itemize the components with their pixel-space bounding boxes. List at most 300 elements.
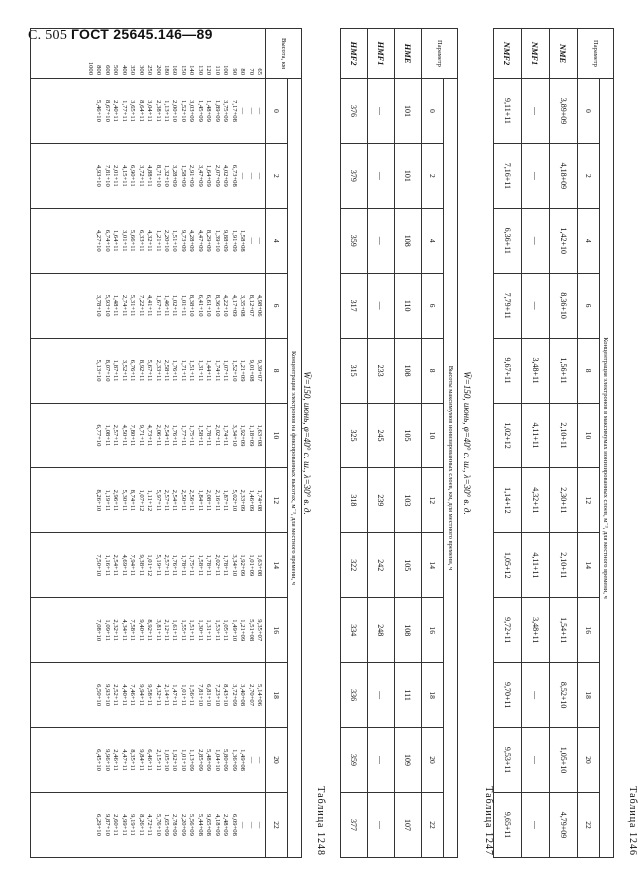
- table-cell: 2,02+11: [213, 424, 221, 447]
- table-cell: 8,92+11: [137, 359, 145, 382]
- table-cell: 1,76+11: [171, 554, 179, 577]
- table-cell: 3,89+09: [550, 79, 578, 144]
- table-cell: 6,45+10: [95, 749, 103, 771]
- table-cell: 2,12+11: [163, 619, 171, 641]
- table-cell: 1,31+11: [205, 619, 213, 641]
- table-cell: 1,74+11: [213, 359, 221, 382]
- table-cell: 317: [341, 273, 368, 338]
- table-cell: 9,38+11: [137, 554, 145, 577]
- table-cell: 8,71+10: [154, 164, 162, 187]
- altitude-header: Высота, км: [266, 29, 302, 79]
- table-cell: 2,57+11: [163, 489, 171, 512]
- table-cell: 325: [341, 403, 368, 468]
- table-cell: 6,46+11: [146, 749, 154, 771]
- table-cell: 233: [368, 338, 395, 403]
- table-cell: 3,47+09: [196, 164, 204, 187]
- table-cell: 6,61+10: [205, 294, 213, 317]
- time-col-header: 22: [422, 792, 444, 857]
- table-cell: 1,74+08: [256, 489, 263, 512]
- table-cell: 2,60+11: [112, 814, 120, 836]
- table-cell: 4,15+11: [120, 165, 128, 187]
- table-cell: 8,64+11: [137, 100, 145, 122]
- param-name: HME: [395, 29, 422, 79]
- table-cell: 5,67+11: [146, 359, 154, 382]
- time-col-header: 10: [578, 403, 600, 468]
- table-cell: 1,74+11: [222, 424, 230, 447]
- table-cell: 1,44+11: [205, 359, 213, 382]
- time-col-header: 20: [266, 728, 288, 793]
- table-cell: 2,50+11: [179, 489, 187, 512]
- table-cell: 3,03+09: [188, 100, 196, 122]
- table-cell: 9,73+09: [179, 229, 187, 252]
- table-cell: —: [368, 792, 395, 857]
- table-cell: 9,01+08: [247, 359, 255, 382]
- table-cell: 1,78+11: [222, 554, 230, 577]
- value-column: [31, 468, 266, 533]
- table-cell: 5,93+10: [103, 294, 111, 317]
- table-cell: 1,08+11: [103, 424, 111, 447]
- table-row: [550, 29, 578, 858]
- rotated-content: [28, 28, 638, 858]
- table-cell: 8,36+10: [550, 273, 578, 338]
- table-cell: 109: [395, 728, 422, 793]
- table-cell: 315: [341, 338, 368, 403]
- time-col-header: 2: [422, 143, 444, 208]
- table-cell: 334: [341, 598, 368, 663]
- time-col-header: 20: [578, 728, 600, 793]
- table-cell: 8,35+11: [129, 749, 137, 771]
- table-cell: 2,85+09: [196, 749, 204, 771]
- table-cell: 6,90+11: [129, 165, 137, 187]
- table-cell: 245: [368, 403, 395, 468]
- altitude-value: 100: [222, 65, 230, 75]
- table-cell: 6,36+11: [494, 208, 522, 273]
- table-cell: 4,98+06: [256, 294, 263, 317]
- table-cell: 105: [395, 533, 422, 598]
- time-col-header: 8: [266, 338, 288, 403]
- table-cell: 8,74+11: [129, 489, 137, 512]
- time-col-header: 12: [578, 468, 600, 533]
- table-cell: 1,92+10: [171, 749, 179, 771]
- time-col-header: 0: [422, 79, 444, 144]
- altitude-value: 140: [188, 65, 196, 75]
- table-cell: 2,46+11: [112, 749, 120, 771]
- table-cell: 1,61+11: [171, 619, 179, 641]
- table-cell: 8,67+10: [103, 100, 111, 122]
- table-cell: 1,19+11: [103, 489, 111, 512]
- table-cell: 1,51+11: [188, 359, 196, 382]
- table-cell: 1,07+12: [137, 489, 145, 512]
- time-col-header: 12: [422, 468, 444, 533]
- table-cell: 1,78+11: [205, 554, 213, 577]
- table-cell: 2,57+11: [112, 424, 120, 447]
- table-cell: 8,36+10: [213, 294, 221, 317]
- table-cell: —: [522, 208, 550, 273]
- table-cell: 1,11+12: [146, 489, 154, 512]
- page-number: С. 505: [28, 28, 68, 43]
- table-cell: 5,02+10: [230, 489, 238, 512]
- table-cell: 4,41+11: [146, 294, 154, 317]
- table-cell: 1,05+11: [222, 619, 230, 641]
- altitude-value: 150: [179, 65, 187, 75]
- table-1247: [340, 28, 458, 858]
- table-cell: 4,40+11: [120, 684, 128, 706]
- altitude-value: 130: [196, 65, 204, 75]
- table-cell: 7,23+10: [213, 684, 221, 707]
- table-cell: —: [522, 663, 550, 728]
- table-cell: 1,46+09: [247, 489, 255, 512]
- table-cell: 2,02+11: [213, 554, 221, 577]
- table-cell: 2,15+11: [154, 749, 162, 771]
- table-cell: 2,74+11: [120, 294, 128, 317]
- table-cell: 2,52+11: [112, 684, 120, 706]
- altitude-value: 120: [205, 65, 213, 75]
- altitude-value: 350: [129, 65, 137, 75]
- table-cell: 7,17+08: [230, 100, 238, 122]
- table-cell: —: [368, 273, 395, 338]
- value-column: [31, 273, 266, 338]
- table-cell: 7,08+10: [95, 619, 103, 642]
- time-col-header: 0: [578, 79, 600, 144]
- table-cell: 2,20+09: [179, 814, 187, 836]
- table-cell: —: [256, 172, 263, 180]
- table-cell: 9,19+11: [129, 814, 137, 836]
- table-cell: 1,42+10: [550, 208, 578, 273]
- altitude-value: 600: [103, 65, 111, 75]
- value-column: [31, 208, 266, 273]
- table-cell: 1,92+09: [239, 424, 247, 447]
- table-cell: 2,48+09: [222, 814, 230, 836]
- table-cell: 1,58+09: [179, 164, 187, 187]
- table-cell: 101: [395, 79, 422, 144]
- table-cell: 4,22+10: [222, 294, 230, 317]
- table-cell: 1,89+09: [213, 100, 221, 122]
- table-cell: 4,69+11: [120, 554, 128, 577]
- table-cell: —: [368, 79, 395, 144]
- table-cell: 379: [341, 143, 368, 208]
- table-cell: 9,71+11: [137, 424, 145, 447]
- table-cell: 5,19+11: [154, 554, 162, 577]
- table-cell: 9,58+11: [146, 684, 154, 706]
- altitude-value: 70: [247, 68, 255, 75]
- time-col-header: 10: [266, 403, 288, 468]
- table-cell: 1,13+11: [163, 100, 171, 122]
- table-cell: 3,81+11: [154, 619, 162, 641]
- table-cell: 108: [395, 338, 422, 403]
- table-cell: 1,65+09: [163, 814, 171, 836]
- table-cell: 4,47+11: [120, 749, 128, 771]
- table-cell: 1,56+11: [550, 338, 578, 403]
- table-1246-label: Таблица 1246: [627, 786, 638, 856]
- table-cell: 3,35+08: [239, 294, 247, 317]
- table-cell: 4,93+10: [95, 164, 103, 187]
- table-cell: 376: [341, 79, 368, 144]
- table-cell: 2,91+09: [188, 164, 196, 187]
- table-cell: 1,55+11: [179, 619, 187, 641]
- table-cell: 1,09+11: [103, 619, 111, 641]
- table-cell: 9,96+10: [103, 749, 111, 771]
- table-cell: 1,54+11: [550, 598, 578, 663]
- table-cell: —: [368, 663, 395, 728]
- table-cell: —: [256, 821, 263, 829]
- table-cell: 1,21+09: [239, 359, 247, 382]
- table-cell: 4,11+11: [522, 403, 550, 468]
- time-col-header: 4: [266, 208, 288, 273]
- altitude-value: 800: [95, 65, 103, 75]
- table-cell: 4,79+09: [550, 792, 578, 857]
- time-col-header: 16: [422, 598, 444, 663]
- table-cell: 4,18+09: [213, 814, 221, 836]
- table-cell: 3,65+11: [129, 100, 137, 122]
- gost-number: ГОСТ 25645.146—89: [70, 26, 213, 42]
- table-cell: 1,05+10: [550, 728, 578, 793]
- param-name: NMF2: [494, 29, 522, 79]
- table-1247-label: Таблица 1247: [483, 786, 494, 856]
- table-cell: 1,56+11: [188, 684, 196, 706]
- time-col-header: 22: [266, 792, 288, 857]
- time-header-row: [578, 29, 600, 858]
- altitude-value: 300: [137, 65, 145, 75]
- table-cell: —: [256, 107, 263, 115]
- table-cell: 8,92+11: [146, 619, 154, 641]
- table-cell: 4,32+11: [154, 684, 162, 706]
- table-cell: 1,75+11: [188, 424, 196, 447]
- table-cell: 3,34+10: [230, 554, 238, 577]
- time-col-header: 8: [422, 338, 444, 403]
- table-cell: 5,31+11: [129, 294, 137, 317]
- table-row: [494, 29, 522, 858]
- time-header-row: [422, 29, 444, 858]
- param-header: Параметр: [578, 29, 614, 79]
- table-row: [341, 29, 368, 858]
- table-cell: 5,80+09: [222, 749, 230, 771]
- table-cell: 103: [395, 468, 422, 533]
- table-cell: 7,79+11: [494, 273, 522, 338]
- table-cell: 1,52+10: [179, 100, 187, 122]
- table-cell: 2,07+09: [213, 164, 221, 187]
- table-cell: 1,67+11: [154, 294, 162, 317]
- table-cell: 111: [395, 663, 422, 728]
- table-cell: 7,46+11: [129, 684, 137, 706]
- table-cell: 1,46+11: [163, 294, 171, 317]
- table-cell: 8,12+07: [247, 294, 255, 317]
- table-cell: 2,70+07: [247, 684, 255, 707]
- table-cell: —: [247, 107, 255, 115]
- table-cell: 1,84+11: [196, 489, 204, 512]
- table-cell: 2,40+11: [112, 100, 120, 122]
- table-cell: 110: [395, 273, 422, 338]
- table-cell: 2,06+11: [154, 424, 162, 447]
- table-cell: 5,13+10: [95, 359, 103, 382]
- table-cell: 7,81+10: [196, 684, 204, 707]
- table-cell: 359: [341, 728, 368, 793]
- altitude-value: 200: [154, 65, 162, 75]
- altitude-value: 250: [146, 65, 154, 75]
- table-cell: 1,58+11: [196, 554, 204, 577]
- time-col-header: 22: [578, 792, 600, 857]
- table-cell: 1,64+11: [112, 229, 120, 252]
- table-cell: 1,87+11: [222, 489, 230, 512]
- table-cell: 108: [395, 208, 422, 273]
- table-cell: 1,32+10: [163, 164, 171, 187]
- table-cell: 6,09+08: [230, 814, 238, 836]
- table-cell: 1,01+11: [179, 684, 187, 706]
- table-cell: 3,01+11: [120, 229, 128, 252]
- table-row: [368, 29, 395, 858]
- table-cell: 1,13+09: [188, 749, 196, 771]
- table-cell: 6,76+11: [129, 359, 137, 382]
- table-cell: 3,78+10: [95, 294, 103, 317]
- value-column: [31, 792, 266, 857]
- table-cell: 5,44+08: [196, 814, 204, 836]
- table-row: [395, 29, 422, 858]
- table-cell: —: [368, 728, 395, 793]
- table-cell: 7,94+11: [129, 554, 137, 577]
- table-cell: 4,34+11: [120, 619, 128, 641]
- table-cell: 1,76+11: [171, 424, 179, 447]
- table-cell: 1,52+10: [230, 359, 238, 382]
- table-cell: 101: [395, 143, 422, 208]
- table-cell: 2,10+11: [550, 533, 578, 598]
- table-cell: 2,14+11: [163, 684, 171, 706]
- table-cell: —: [522, 273, 550, 338]
- table-cell: 1,02+12: [494, 403, 522, 468]
- table-cell: 6,74+10: [103, 229, 111, 252]
- table-cell: 1,36+09: [230, 749, 238, 771]
- table-cell: 4,88+11: [146, 165, 154, 187]
- table-cell: 1,14+12: [494, 468, 522, 533]
- table-cell: 318: [341, 468, 368, 533]
- time-col-header: 14: [422, 533, 444, 598]
- table-cell: 1,45+09: [196, 100, 204, 122]
- time-col-header: 16: [266, 598, 288, 663]
- table-cell: 1,47+11: [171, 684, 179, 706]
- table-cell: 5,46+10: [95, 100, 103, 122]
- table-cell: 3,04+11: [146, 100, 154, 122]
- param-name: NMF1: [522, 29, 550, 79]
- table-cell: 2,54+11: [171, 489, 179, 512]
- table-cell: 2,08+11: [205, 489, 213, 512]
- table-cell: 1,21+11: [154, 229, 162, 252]
- table-cell: 9,70+11: [494, 663, 522, 728]
- value-column: [31, 403, 266, 468]
- table-cell: 5,56+09: [188, 814, 196, 836]
- table-cell: 4,73+11: [146, 424, 154, 447]
- table-cell: 2,33+11: [154, 359, 162, 382]
- table-cell: 1,04+10: [213, 749, 221, 771]
- table-cell: 2,78+09: [171, 814, 179, 836]
- table-cell: 4,02+09: [222, 164, 230, 187]
- table-cell: 105: [395, 403, 422, 468]
- table-cell: 7,58+11: [129, 619, 137, 641]
- table-cell: 2,96+11: [112, 489, 120, 512]
- table-cell: 9,72+11: [494, 598, 522, 663]
- altitude-value: 65: [256, 68, 263, 75]
- value-column: [31, 728, 266, 793]
- table-cell: 1,75+11: [188, 554, 196, 577]
- altitude-value: 160: [171, 65, 179, 75]
- time-col-header: 20: [422, 728, 444, 793]
- param-name: HMF2: [341, 29, 368, 79]
- table-cell: 3,28+09: [171, 164, 179, 187]
- table-cell: 1,07+11: [222, 359, 230, 382]
- table-cell: 3,48+11: [522, 598, 550, 663]
- table-1248-label: Таблица 1248: [315, 786, 326, 856]
- time-col-header: 2: [266, 143, 288, 208]
- table-cell: 8,26+11: [137, 814, 145, 836]
- table-cell: 2,00+10: [171, 100, 179, 122]
- table-cell: 1,64+09: [205, 164, 213, 187]
- table-cell: 4,27+10: [95, 229, 103, 252]
- table-cell: 3,75+09: [222, 100, 230, 122]
- table-cell: 1,53+11: [213, 619, 221, 641]
- table-cell: 108: [395, 598, 422, 663]
- time-col-header: 14: [578, 533, 600, 598]
- table-cell: 242: [368, 533, 395, 598]
- table-cell: 4,28+09: [188, 229, 196, 252]
- table-cell: 6,33+11: [137, 229, 145, 252]
- table-cell: 1,18+09: [247, 424, 255, 447]
- table-cell: 359: [341, 208, 368, 273]
- table-cell: 7,50+10: [95, 554, 103, 577]
- table-cell: 8,07+10: [103, 359, 111, 382]
- table-cell: 9,35+07: [256, 619, 263, 642]
- table-cell: 5,97+11: [154, 489, 162, 512]
- table-cell: 2,56+11: [188, 489, 196, 512]
- param-name: NME: [550, 29, 578, 79]
- group-header: Высоты максимумов ионизированных слоев, км, для местного времени, ч: [444, 79, 458, 858]
- table-cell: 4,32+11: [522, 468, 550, 533]
- table-cell: 4,32+11: [146, 229, 154, 252]
- table-cell: 1,16+11: [103, 554, 111, 577]
- value-column: [31, 533, 266, 598]
- altitude-value: 500: [112, 65, 120, 75]
- param-name: HMF1: [368, 29, 395, 79]
- table-cell: 1,71+11: [179, 359, 187, 382]
- table-cell: 3,72+11: [137, 165, 145, 187]
- table-cell: 6,29+10: [95, 814, 103, 836]
- table-cell: —: [256, 756, 263, 764]
- table-cell: 5,51+08: [247, 619, 255, 642]
- table-cell: 6,73+08: [230, 164, 238, 187]
- table-cell: 1,58+08: [239, 229, 247, 252]
- table-cell: 1,87+11: [112, 359, 120, 382]
- time-col-header: 18: [422, 663, 444, 728]
- time-col-header: 0: [266, 79, 288, 144]
- table-1247-caption: W̄=150, июнь, φ=40° с. ш., λ=30° в. д.: [302, 371, 312, 515]
- table-cell: —: [522, 79, 550, 144]
- table-1246: [493, 28, 614, 858]
- table-cell: 248: [368, 598, 395, 663]
- time-col-header: 6: [422, 273, 444, 338]
- table-cell: —: [368, 208, 395, 273]
- table-cell: 1,01+11: [179, 294, 187, 317]
- table-cell: 2,10+11: [550, 403, 578, 468]
- time-col-header: 18: [578, 663, 600, 728]
- table-cell: 6,41+10: [196, 294, 204, 317]
- table-cell: 2,54+11: [163, 424, 171, 447]
- table-cell: —: [522, 728, 550, 793]
- table-cell: —: [368, 143, 395, 208]
- altitude-value: 1000: [86, 61, 94, 75]
- table-cell: 2,16+11: [213, 489, 221, 512]
- altitude-column: [31, 29, 266, 79]
- table-cell: 4,47+09: [196, 229, 204, 252]
- table-cell: 1,30+11: [196, 619, 204, 641]
- table-cell: 2,57+11: [163, 554, 171, 577]
- table-cell: 8,38+10: [188, 294, 196, 317]
- table-cell: 9,87+10: [103, 814, 111, 836]
